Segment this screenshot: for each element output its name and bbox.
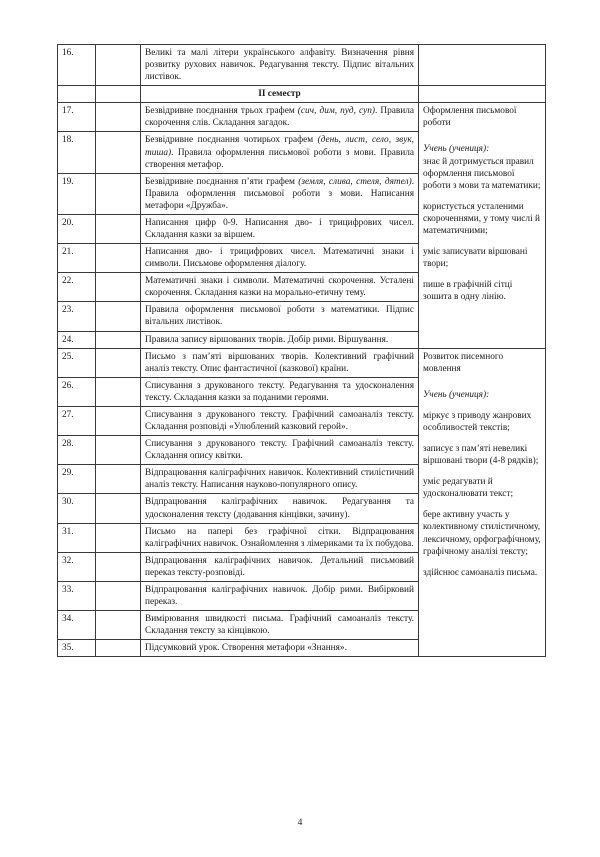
row-number: 24. [58,331,96,348]
row-number: 34. [58,611,96,640]
row-content: Письмо на папері без графічної сітки. Відпрацювання каліграфічних навичок. Ознайомлення з лімериками та їх побудова. [141,523,419,552]
outcomes-b-actor: Учень (учениця): [423,389,490,400]
row-date-cell [96,273,141,302]
spacer [423,375,541,389]
row-date-cell [96,173,141,214]
row-content [141,103,419,132]
row-content: Відпрацювання каліграфічних навичок. Детальний письмовий переказ тексту-розповіді. [141,552,419,581]
row-date-cell [96,581,141,610]
outcomes-a-item: уміє записувати віршовані твори; [423,247,528,270]
row-content: Правила запису віршованих творів. Добір рими. Віршування. [141,331,419,348]
row-content: Списування з друкованого тексту. Графічний самоаналіз тексту. Складання опису квітки. [141,436,419,465]
row-content: Написання цифр 0-9. Написання дво- і трицифрових чисел. Складання казки за віршем. [141,214,419,243]
row-content [141,173,419,214]
table-row [58,103,546,132]
spacer [423,192,541,201]
spacer [423,434,541,443]
row-date-cell [96,244,141,273]
semester-outcome-empty [419,86,546,103]
row-number: 19. [58,173,96,214]
row-number: 29. [58,465,96,494]
row-date-cell [96,640,141,657]
row-number: 23. [58,302,96,331]
outcomes-b-heading: Розвиток писемного мовлення [423,351,504,374]
outcomes-block-a [419,103,546,348]
row-date-cell [96,103,141,132]
outcomes-a-actor: Учень (учениця): [423,144,490,155]
row-content: Списування з друкованого тексту. Графічний самоаналіз тексту. Складання розповіді «Улюблений казковий герой». [141,406,419,435]
outcomes-block-b [419,348,546,657]
table-row [58,348,546,377]
row-content-italic: (сич, дим, пуд, суп) [297,106,375,117]
row-date-cell [96,377,141,406]
row-content-italic: (земля, слива, стеля, дятел) [298,176,412,187]
row-content-before: Безвідривне поєднання чотирьох графем [145,135,318,146]
spacer [423,401,541,410]
row-content-after: . Правила оформлення письмової роботи з мови. Написання метафори «Дружба». [145,176,414,211]
row-date-cell [96,436,141,465]
outcomes-a-item: пише в графічній сітці зошита в одну лінію. [423,280,513,303]
row-date-cell [96,611,141,640]
row-number: 22. [58,273,96,302]
outcomes-a-heading: Оформлення письмової роботи [423,106,517,129]
row-number: 20. [58,214,96,243]
row-number: 25. [58,348,96,377]
outcomes-b-item: здійснює самоаналіз письма. [423,567,538,578]
row-date-cell [96,465,141,494]
row-date-cell [96,302,141,331]
curriculum-table [57,44,546,657]
row-content-before: Безвідривне поєднання трьох графем [145,106,298,117]
page-number: 4 [297,818,303,828]
row-content [141,132,419,173]
row-content-after: . Правила оформлення письмової роботи з мови. Правила створення метафор. [145,147,414,170]
outcomes-a-item: користується усталеними скороченнями, у тому числі й математичними; [423,201,540,236]
row-number: 28. [58,436,96,465]
row-date-cell [96,523,141,552]
row-number: 27. [58,406,96,435]
outcomes-a-item: знає й дотримується правил оформлення письмової роботи з мови та математики; [423,156,541,191]
row-content: Математичні знаки і символи. Математичні скорочення. Усталені скорочення. Складання казки на морально-етичну тему. [141,273,419,302]
semester-heading: II семестр [141,86,419,103]
table-body [58,45,546,657]
row-content: Відпрацювання каліграфічних навичок. Колективний стилістичний аналіз тексту. Написання науково-популярного опису. [141,465,419,494]
row-number: 31. [58,523,96,552]
outcomes-b-item: міркує з приводу жанрових особливостей текстів; [423,410,532,433]
row-content: Списування з друкованого тексту. Редагування та удосконалення тексту. Складання казки за поданими героями. [141,377,419,406]
row-number: 16. [58,45,96,86]
row-content-after: . Правила скорочення слів. Складання загадок. [145,106,414,129]
row-number: 35. [58,640,96,657]
spacer [423,558,541,567]
row-number: 30. [58,494,96,523]
row-content: Відпрацювання каліграфічних навичок. Редагування та удосконалення тексту (додавання кінцівки, зачину). [141,494,419,523]
row-number: 33. [58,581,96,610]
row-number: 18. [58,132,96,173]
semester-row-date [96,86,141,103]
row-date-cell [96,406,141,435]
row-number: 17. [58,103,96,132]
row-number: 26. [58,377,96,406]
row-date-cell [96,494,141,523]
spacer [423,129,541,143]
row-content: Письмо з пам’яті віршованих творів. Колективний графічний аналіз тексту. Опис фантастичної (казкової) країни. [141,348,419,377]
outcomes-b-item: уміє редагувати й удосконалювати текст; [423,477,514,500]
spacer [423,237,541,246]
row-content: Вимірювання швидкості письма. Графічний самоаналіз тексту. Складання тексту за кінцівкою. [141,611,419,640]
row-date-cell [96,45,141,86]
row-content: Правила оформлення письмової роботи з математики. Підпис вітальних листівок. [141,302,419,331]
row-content-italic: (день, лист, село, звук, тиша) [145,135,415,158]
row-content: Написання дво- і трицифрових чисел. Математичні знаки і символи. Письмове оформлення діалогу. [141,244,419,273]
row-number: 32. [58,552,96,581]
table-row [58,45,546,86]
row-content: Великі та малі літери українського алфавіту. Визначення рівня розвитку рухових навичок. Редагування тексту. Підпис вітальних листівок. [141,45,419,86]
outcomes-b-item: бере активну участь у колективному стилістичному, лексичному, орфографічному, графічному аналізі тексту; [423,510,541,557]
spacer [423,500,541,509]
row-date-cell [96,214,141,243]
row-date-cell [96,331,141,348]
semester-row [58,86,546,103]
row-outcome-empty [419,45,546,86]
row-number: 21. [58,244,96,273]
row-date-cell [96,552,141,581]
semester-row-number [58,86,96,103]
row-date-cell [96,132,141,173]
row-content: Відпрацювання каліграфічних навичок. Добір рими. Вибірковий переказ. [141,581,419,610]
spacer [423,270,541,279]
spacer [423,467,541,476]
outcomes-b-item: записує з пам’яті невеликі віршовані твори (4-8 рядків); [423,444,539,467]
row-content-before: Безвідривне поєднання п’яти графем [145,176,299,187]
row-content: Підсумковий урок. Створення метафори «Знання». [141,640,419,657]
row-date-cell [96,348,141,377]
